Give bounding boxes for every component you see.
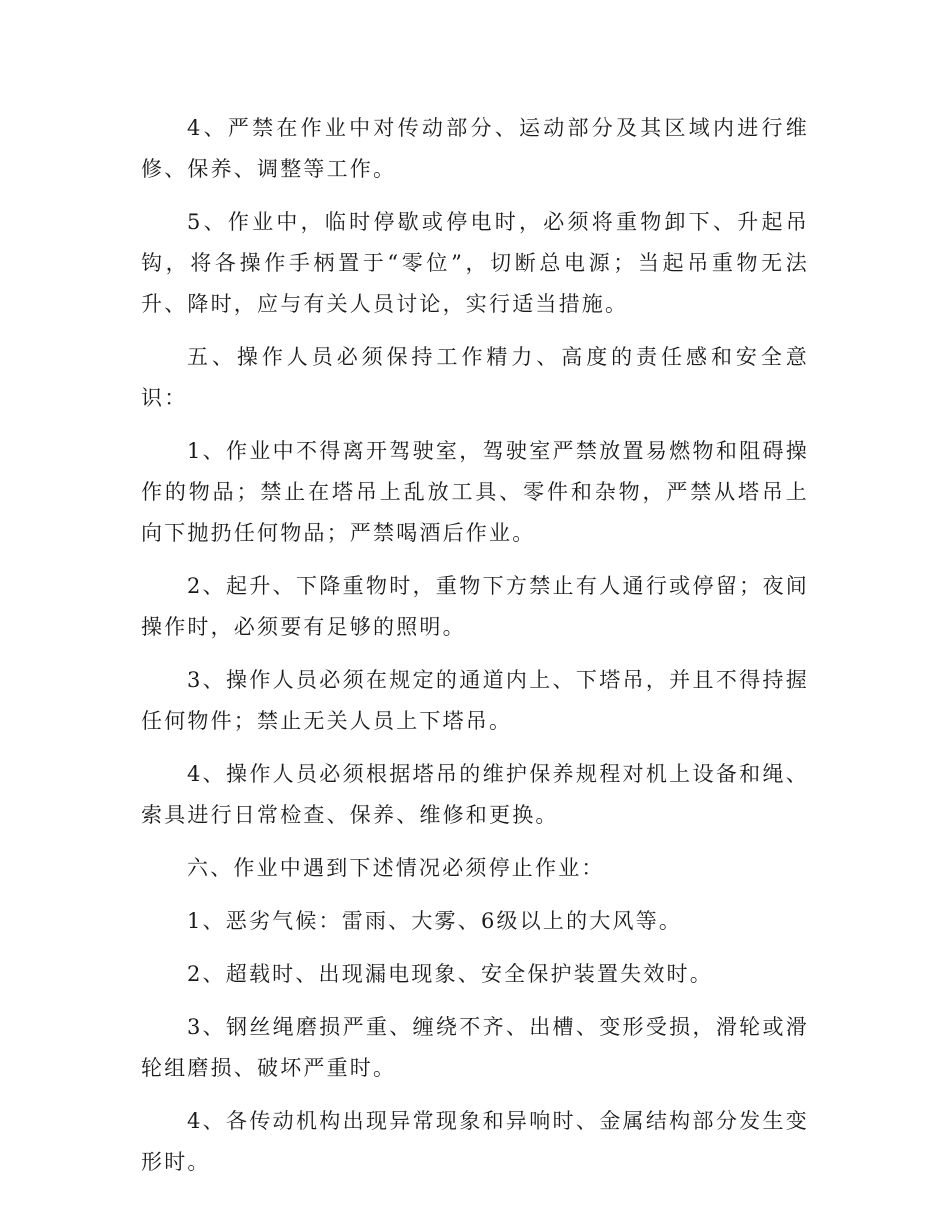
paragraph-lifting-safety: 2、起升、下降重物时，重物下方禁止有人通行或停留；夜间操作时，必须要有足够的照明。	[141, 574, 809, 639]
paragraph-maintenance-inspection: 4、操作人员必须根据塔吊的维护保养规程对机上设备和绳、索具进行日常检查、保养、维修和更换。	[141, 762, 809, 827]
paragraph-mechanism-abnormal: 4、各传动机构出现异常现象和异响时、金属结构部分发生变形时。	[141, 1109, 809, 1174]
paragraph-power-outage-procedure: 5、作业中，临时停歇或停电时，必须将重物卸下、升起吊钩，将各操作手柄置于“零位”，切断总电源；当起吊重物无法升、降时，应与有关人员讨论，实行适当措施。	[141, 210, 809, 316]
paragraph-access-channel: 3、操作人员必须在规定的通道内上、下塔吊，并且不得持握任何物件；禁止无关人员上下塔吊。	[141, 668, 809, 733]
paragraph-no-transmission-maintenance: 4、严禁在作业中对传动部分、运动部分及其区域内进行维修、保养、调整等工作。	[141, 116, 809, 181]
paragraph-bad-weather: 1、恶劣气候：雷雨、大雾、6级以上的大风等。	[187, 909, 683, 933]
document-body	[141, 108, 809, 1195]
section-heading-stop-conditions: 六、作业中遇到下述情况必须停止作业：	[187, 856, 605, 880]
paragraph-wire-rope-wear: 3、钢丝绳磨损严重、缠绕不齐、出槽、变形受损，滑轮或滑轮组磨损、破坏严重时。	[141, 1015, 809, 1080]
paragraph-overload-leakage: 2、超载时、出现漏电现象、安全保护装置失效时。	[187, 962, 713, 986]
paragraph-cab-rules: 1、作业中不得离开驾驶室，驾驶室严禁放置易燃物和阻碍操作的物品；禁止在塔吊上乱放工具、零件和杂物，严禁从塔吊上向下抛扔任何物品；严禁喝酒后作业。	[141, 439, 809, 545]
section-heading-operator-attention: 五、操作人员必须保持工作精力、高度的责任感和安全意识：	[141, 345, 809, 410]
